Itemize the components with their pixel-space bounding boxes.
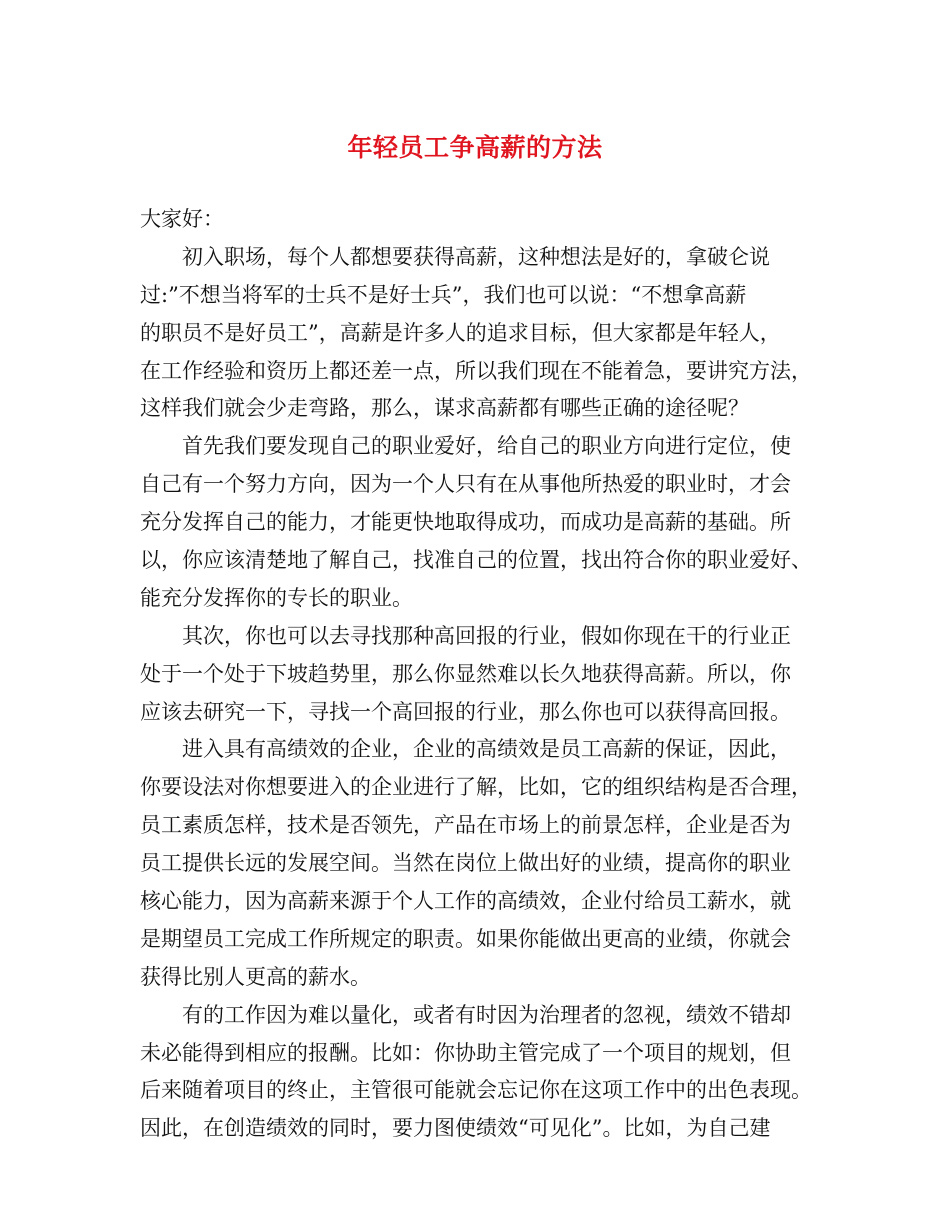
text-line: 后来随着项目的终止，主管很可能就会忘记你在这项工作中的出色表现。 bbox=[140, 1078, 812, 1103]
text-line: 以，你应该清楚地了解自己，找准自己的位置，找出符合你的职业爱好、 bbox=[140, 548, 812, 573]
text-line: 你要设法对你想要进入的企业进行了解，比如，它的组织结构是否合理， bbox=[140, 775, 812, 800]
text-line: 初入职场，每个人都想要获得高薪，这种想法是好的，拿破仑说 bbox=[182, 244, 770, 269]
text-line: 首先我们要发现自己的职业爱好，给自己的职业方向进行定位，使 bbox=[182, 434, 791, 459]
text-line: 过:”不想当将军的士兵不是好士兵”，我们也可以说：“不想拿高薪 bbox=[140, 282, 747, 307]
document-title: 年轻员工争高薪的方法 bbox=[347, 133, 603, 162]
text-line: 未必能得到相应的报酬。比如：你协助主管完成了一个项目的规划，但 bbox=[140, 1040, 791, 1065]
text-line: 因此，在创造绩效的同时，要力图使绩效“可见化”。比如，为自己建 bbox=[140, 1116, 771, 1141]
document-body bbox=[140, 201, 830, 1148]
text-line: 进入具有高绩效的企业，企业的高绩效是员工高薪的保证，因此， bbox=[182, 737, 791, 762]
text-line: 其次，你也可以去寻找那种高回报的行业，假如你现在干的行业正 bbox=[182, 623, 791, 648]
text-line: 大家好： bbox=[140, 207, 224, 231]
text-line: 这样我们就会少走弯路，那么，谋求高薪都有哪些正确的途径呢？ bbox=[140, 396, 749, 421]
text-line: 获得比别人更高的薪水。 bbox=[140, 964, 371, 989]
text-line: 员工素质怎样，技术是否领先，产品在市场上的前景怎样，企业是否为 bbox=[140, 813, 791, 838]
text-line: 核心能力，因为高薪来源于个人工作的高绩效，企业付给员工薪水，就 bbox=[140, 889, 791, 914]
text-line: 的职员不是好员工”，高薪是许多人的追求目标，但大家都是年轻人， bbox=[140, 320, 781, 345]
text-line: 员工提供长远的发展空间。当然在岗位上做出好的业绩，提高你的职业 bbox=[140, 851, 791, 876]
text-line: 应该去研究一下，寻找一个高回报的行业，那么你也可以获得高回报。 bbox=[140, 699, 791, 724]
text-line: 有的工作因为难以量化，或者有时因为治理者的忽视，绩效不错却 bbox=[182, 1002, 791, 1027]
text-line: 能充分发挥你的专长的职业。 bbox=[140, 585, 413, 610]
text-line: 自己有一个努力方向，因为一个人只有在从事他所热爱的职业时，才会 bbox=[140, 472, 791, 497]
text-line: 充分发挥自己的能力，才能更快地取得成功，而成功是高薪的基础。所 bbox=[140, 510, 791, 535]
text-line: 在工作经验和资历上都还差一点，所以我们现在不能着急，要讲究方法， bbox=[140, 358, 812, 383]
text-line: 是期望员工完成工作所规定的职责。如果你能做出更高的业绩，你就会 bbox=[140, 926, 791, 951]
text-line: 处于一个处于下坡趋势里，那么你显然难以长久地获得高薪。所以，你 bbox=[140, 661, 791, 686]
